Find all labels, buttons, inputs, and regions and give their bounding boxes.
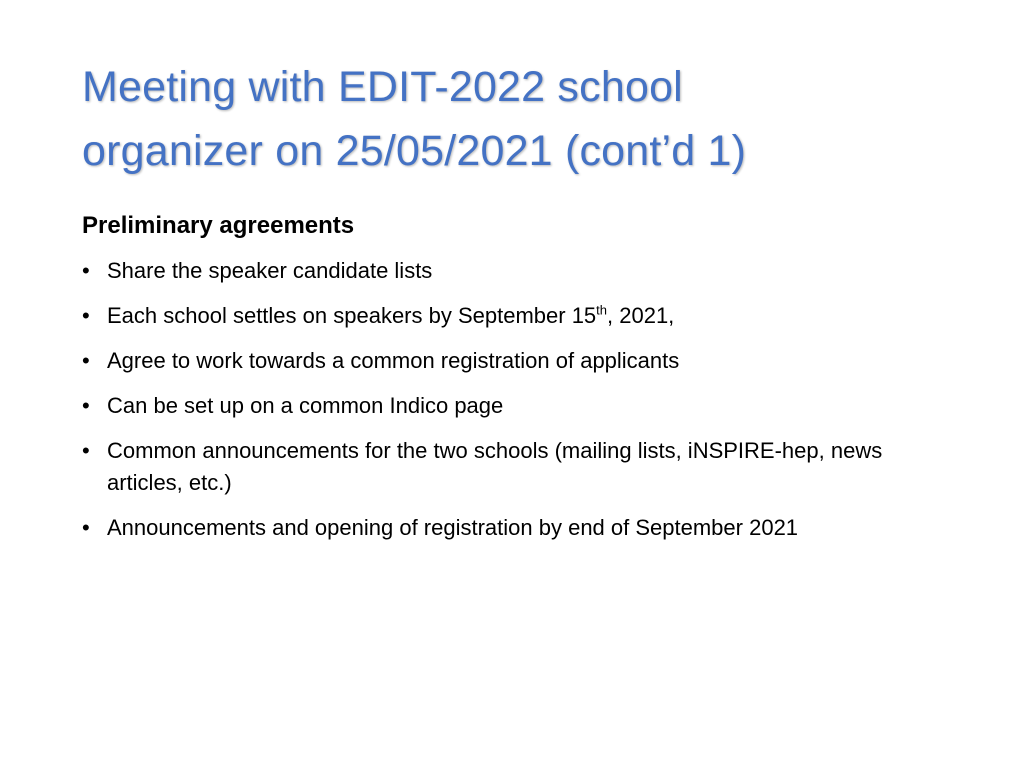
ordinal-suffix: th (596, 302, 608, 318)
bullet-text-suffix: , 2021, (607, 303, 675, 328)
bullet-text: Announcements and opening of registration by end of September 2021 (107, 515, 799, 540)
bullet-dot-icon: • (82, 515, 90, 540)
bullet-item (82, 345, 962, 377)
bullet-item (82, 300, 962, 332)
bullet-item (82, 512, 962, 544)
slide-title-line-1: Meeting with EDIT-2022 school (82, 63, 683, 111)
bullet-text: Common announcements for the two schools (mailing lists, iNSPIRE-hep, news articles, etc.) (107, 438, 883, 495)
slide-title-line-2: organizer on 25/05/2021 (cont’d 1) (82, 127, 747, 175)
bullet-text: Agree to work towards a common registration of applicants (107, 348, 680, 373)
slide-title (82, 55, 982, 183)
bullet-dot-icon: • (82, 438, 90, 463)
bullet-item (82, 255, 962, 287)
bullet-text: Can be set up on a common Indico page (107, 393, 504, 418)
bullet-item (82, 390, 962, 422)
bullet-text: Share the speaker candidate lists (107, 258, 433, 283)
bullet-dot-icon: • (82, 303, 90, 328)
bullet-dot-icon: • (82, 393, 90, 418)
bullet-item (82, 435, 962, 499)
bullet-dot-icon: • (82, 258, 90, 283)
bullet-dot-icon: • (82, 348, 90, 373)
section-heading: Preliminary agreements (82, 212, 355, 239)
bullet-text-prefix: Each school settles on speakers by September 15 (107, 303, 597, 328)
bullet-list (82, 255, 962, 557)
